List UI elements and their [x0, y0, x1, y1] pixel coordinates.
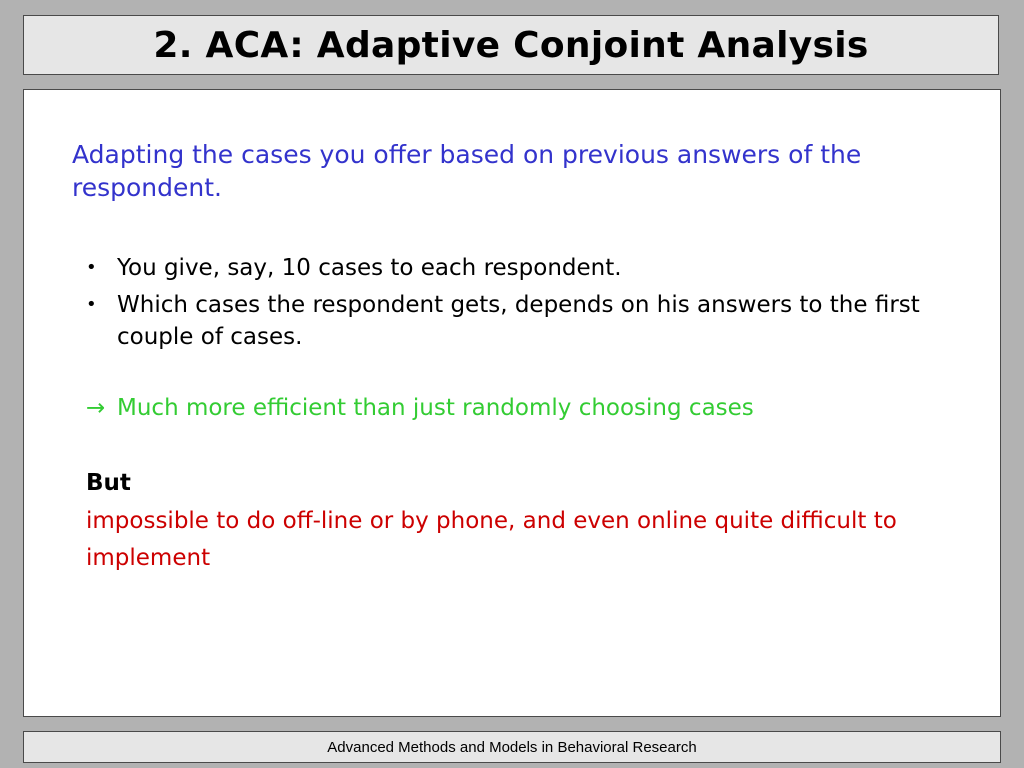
conclusion-line [86, 392, 754, 424]
conclusion-text: Much more efficient than just randomly choosing cases [117, 395, 754, 421]
list-item [86, 252, 966, 284]
list-item [86, 289, 966, 353]
bullet-list [86, 252, 966, 358]
footer-text: Advanced Methods and Models in Behavioral Research [327, 738, 697, 756]
bullet-text: Which cases the respondent gets, depends on his answers to the first couple of cases. [117, 292, 920, 350]
bullet-dot-icon: • [86, 294, 97, 315]
slide-title: 2. ACA: Adaptive Conjoint Analysis [153, 24, 869, 66]
right-arrow-icon: → [86, 395, 106, 421]
bullet-text: You give, say, 10 cases to each respondent. [117, 255, 622, 281]
title-bar [23, 15, 999, 75]
slide-subtitle: Adapting the cases you offer based on previous answers of the respondent. [72, 140, 862, 202]
but-heading: But [86, 470, 131, 496]
slide-content [23, 89, 1001, 717]
warning-text: impossible to do off-line or by phone, and even online quite difficult to implement [86, 508, 897, 571]
footer-bar [23, 731, 1001, 763]
bullet-dot-icon: • [86, 257, 97, 278]
